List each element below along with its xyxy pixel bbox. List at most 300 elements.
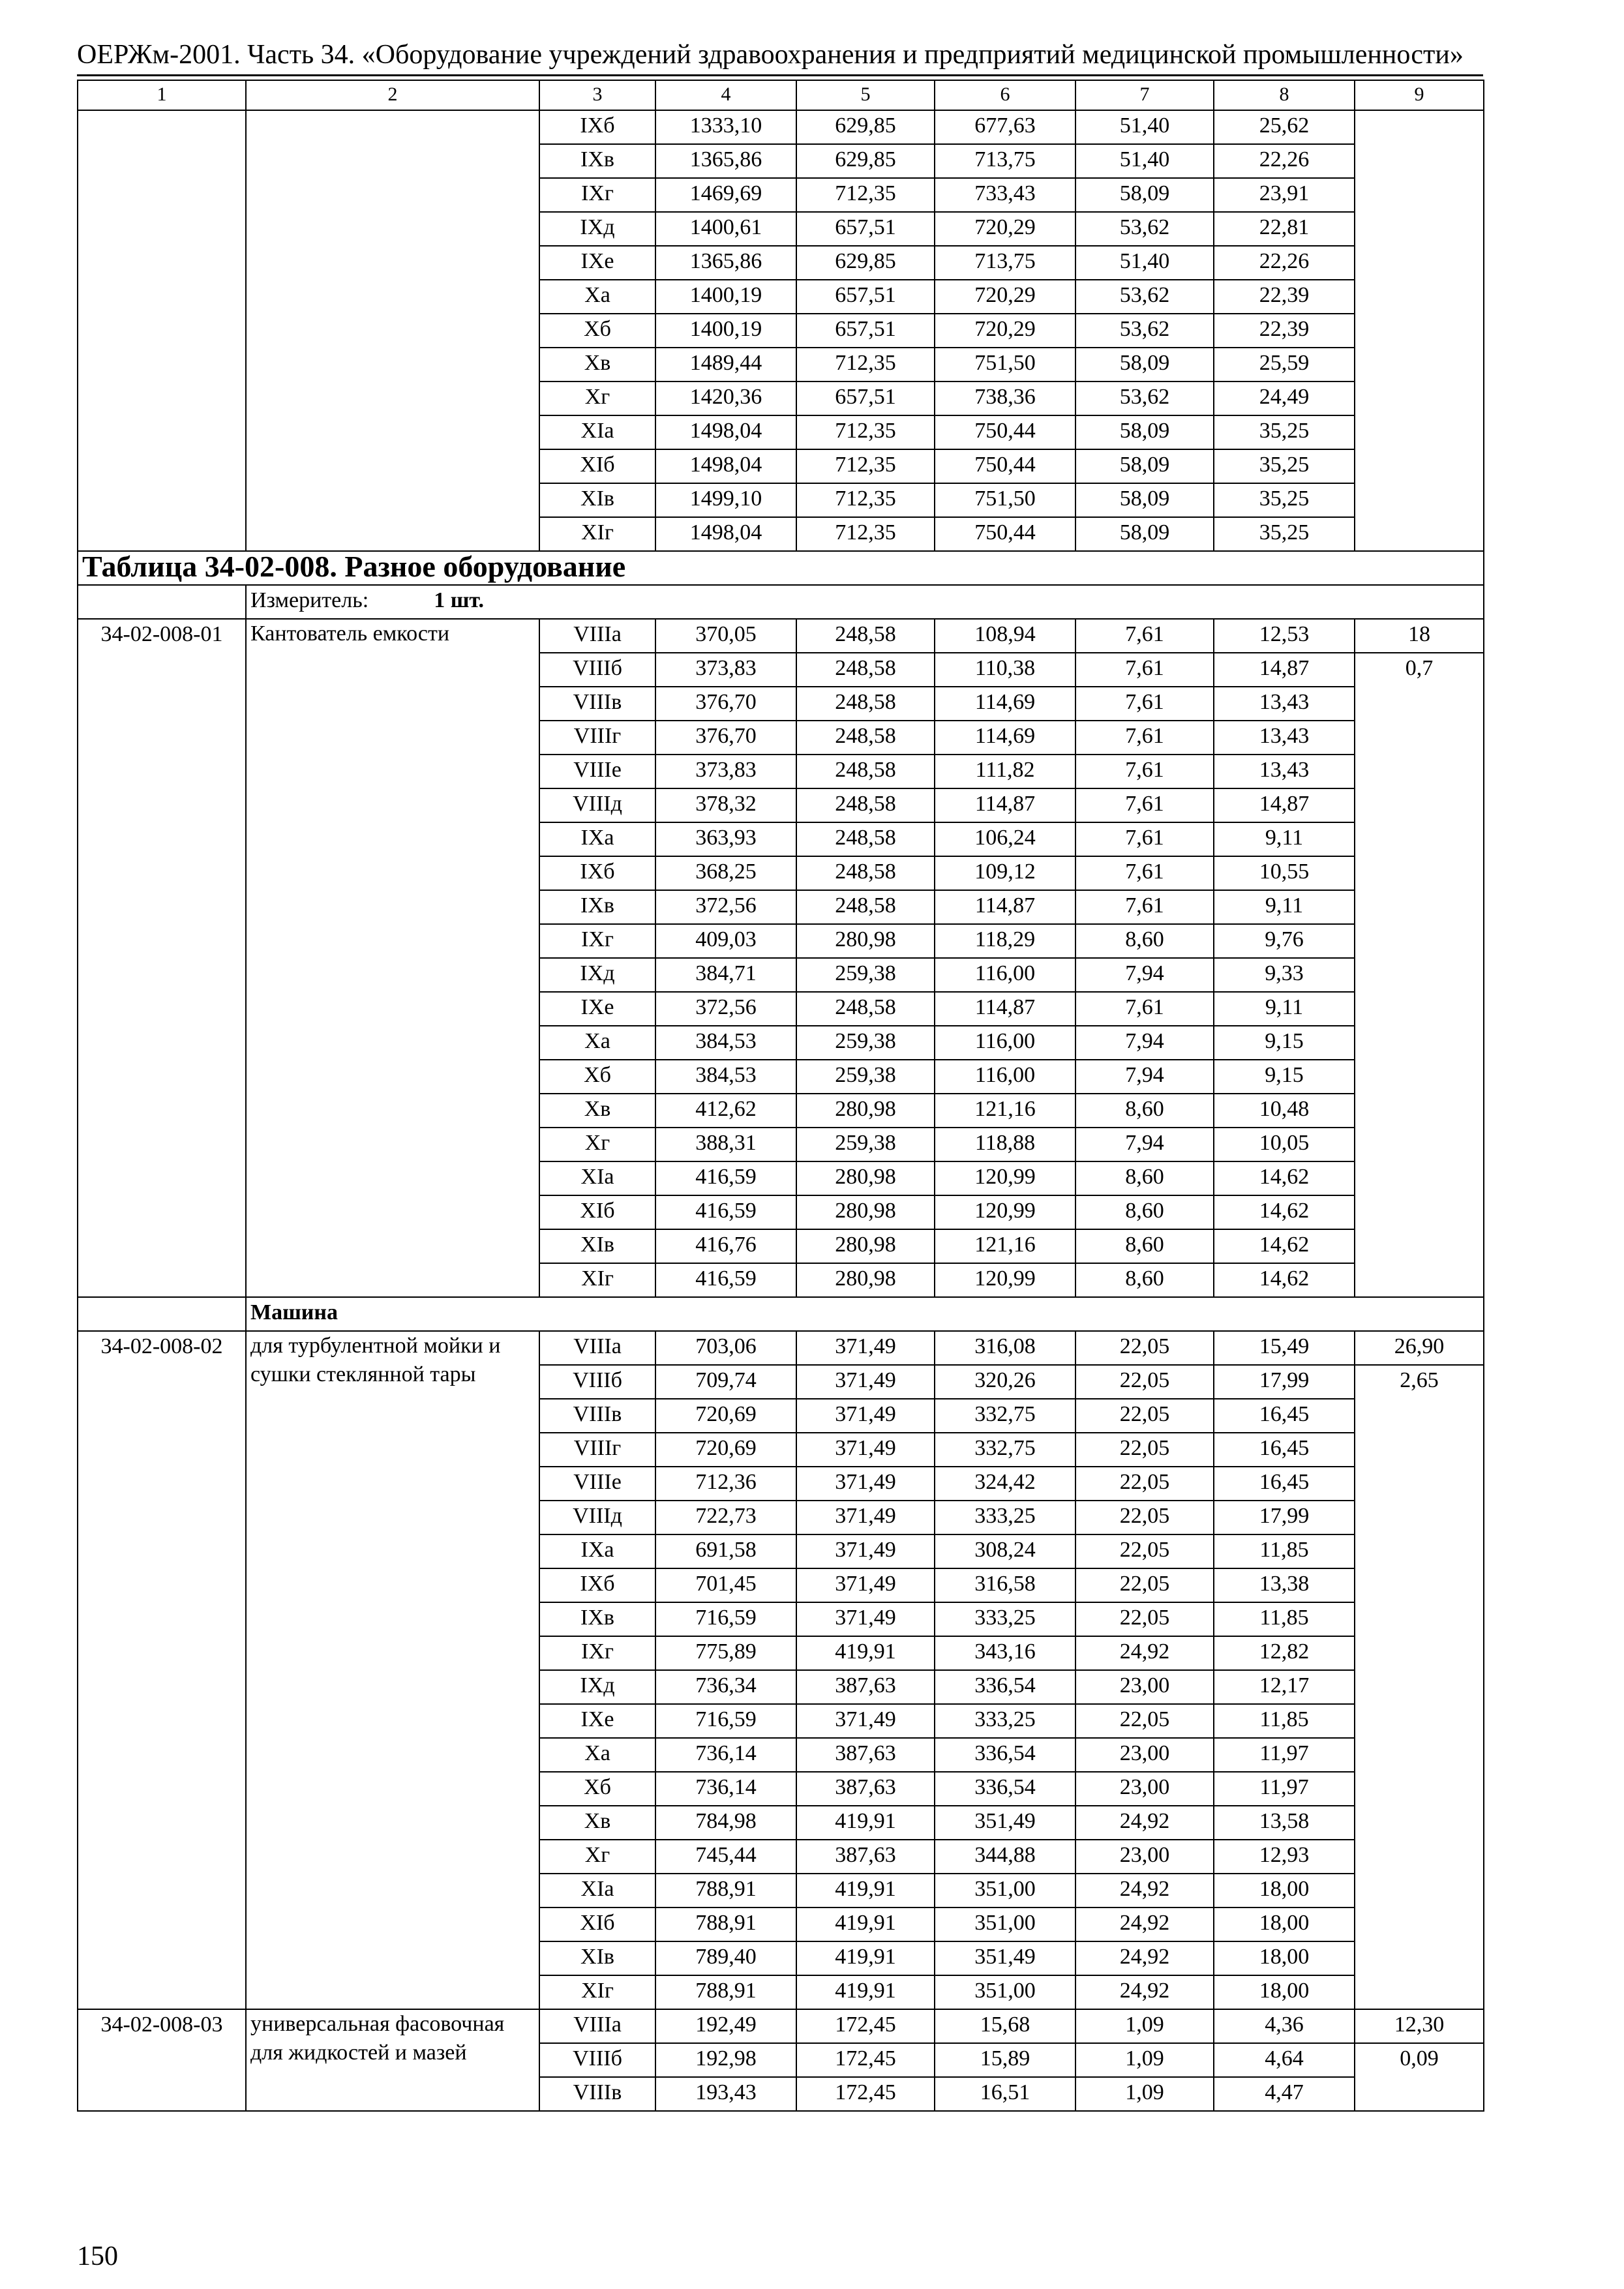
table-cell: 7,61 — [1075, 653, 1214, 687]
table-cell: 7,94 — [1075, 1060, 1214, 1094]
table-cell: 372,56 — [655, 992, 796, 1026]
table-cell: 1333,10 — [655, 110, 796, 144]
table-cell: 16,45 — [1214, 1399, 1355, 1433]
code-cell-empty — [78, 110, 246, 551]
table-cell: 371,49 — [796, 1365, 935, 1399]
table-cell: 18,00 — [1214, 1874, 1355, 1908]
table-cell: 11,85 — [1214, 1534, 1355, 1568]
table-cell: VIIIа — [539, 619, 655, 653]
table-cell: 712,35 — [796, 415, 935, 449]
table-cell: 11,97 — [1214, 1772, 1355, 1806]
column-number: 9 — [1355, 80, 1484, 110]
table-cell: 1,09 — [1075, 2009, 1214, 2043]
table-cell: 9,76 — [1214, 924, 1355, 958]
table-cell: 4,64 — [1214, 2043, 1355, 2077]
table-cell: 51,40 — [1075, 246, 1214, 280]
table-cell: 109,12 — [935, 856, 1075, 890]
table-cell: 712,35 — [796, 517, 935, 551]
table-cell: 24,92 — [1075, 1908, 1214, 1941]
rate-name: универсальная фасовочная для жидкостей и мазей — [246, 2009, 539, 2111]
table-cell: VIIIб — [539, 2043, 655, 2077]
table-cell: 116,00 — [935, 1026, 1075, 1060]
table-cell: 58,09 — [1075, 415, 1214, 449]
table-cell: 316,58 — [935, 1568, 1075, 1602]
table-cell: 351,49 — [935, 1941, 1075, 1975]
table-cell: 750,44 — [935, 415, 1075, 449]
table-cell: VIIIб — [539, 1365, 655, 1399]
table-cell: 17,99 — [1214, 1501, 1355, 1534]
table-cell: 259,38 — [796, 1128, 935, 1161]
table-cell: 720,29 — [935, 280, 1075, 314]
table-cell: VIIIе — [539, 1467, 655, 1501]
subheading: Машина — [246, 1297, 1484, 1331]
table-cell: 13,43 — [1214, 755, 1355, 788]
table-cell: 15,89 — [935, 2043, 1075, 2077]
table-cell: 7,61 — [1075, 721, 1214, 755]
table-cell: 324,42 — [935, 1467, 1075, 1501]
table-cell: IXа — [539, 1534, 655, 1568]
table-cell: VIIIе — [539, 755, 655, 788]
table-cell: 371,49 — [796, 1399, 935, 1433]
table-cell: 114,69 — [935, 721, 1075, 755]
col9-value: 18 — [1355, 619, 1484, 653]
table-cell: 259,38 — [796, 1026, 935, 1060]
table-cell: Xа — [539, 1026, 655, 1060]
table-cell: 116,00 — [935, 958, 1075, 992]
table-cell: 120,99 — [935, 1263, 1075, 1297]
table-cell: 363,93 — [655, 822, 796, 856]
table-cell: 720,29 — [935, 314, 1075, 348]
table-cell: 192,98 — [655, 2043, 796, 2077]
meter-cell — [246, 585, 1484, 619]
table-cell: VIIIб — [539, 653, 655, 687]
table-cell: XIв — [539, 483, 655, 517]
page-header: ОЕРЖм-2001. Часть 34. «Оборудование учреждений здравоохранения и предприятий медицинской промышленности» — [77, 40, 1464, 70]
table-cell: 788,91 — [655, 1908, 796, 1941]
table-cell: 351,00 — [935, 1908, 1075, 1941]
table-cell: IXе — [539, 992, 655, 1026]
table-cell: 16,45 — [1214, 1467, 1355, 1501]
table-cell: IXе — [539, 1704, 655, 1738]
table-cell: 14,62 — [1214, 1229, 1355, 1263]
table-cell: 333,25 — [935, 1704, 1075, 1738]
table-cell: 720,69 — [655, 1433, 796, 1467]
col9-value: 0,09 — [1355, 2043, 1484, 2111]
table-cell: 1400,19 — [655, 314, 796, 348]
table-cell: 114,69 — [935, 687, 1075, 721]
table-cell: 416,59 — [655, 1263, 796, 1297]
column-numbers-row — [78, 80, 1484, 110]
table-cell: 18,00 — [1214, 1908, 1355, 1941]
table-cell: 7,61 — [1075, 890, 1214, 924]
table-cell: 259,38 — [796, 958, 935, 992]
table-cell: 280,98 — [796, 1094, 935, 1128]
table-cell: 7,94 — [1075, 1128, 1214, 1161]
table-title-row — [78, 551, 1484, 585]
table-cell: IXв — [539, 890, 655, 924]
table-cell: 23,91 — [1214, 178, 1355, 212]
col9-value: 26,90 — [1355, 1331, 1484, 1365]
table-cell: IXг — [539, 924, 655, 958]
table-cell: 13,43 — [1214, 687, 1355, 721]
table-cell: 1498,04 — [655, 449, 796, 483]
meter-empty — [78, 585, 246, 619]
table-cell: 712,36 — [655, 1467, 796, 1501]
table-cell: 736,14 — [655, 1738, 796, 1772]
table-cell: VIIIд — [539, 1501, 655, 1534]
table-cell: 788,91 — [655, 1874, 796, 1908]
table-cell: 110,38 — [935, 653, 1075, 687]
table-cell: 336,54 — [935, 1772, 1075, 1806]
table-cell: 316,08 — [935, 1331, 1075, 1365]
table-cell: 7,94 — [1075, 1026, 1214, 1060]
table-cell: 657,51 — [796, 212, 935, 246]
meter-label: Измеритель: — [250, 588, 369, 612]
table-cell: 22,05 — [1075, 1365, 1214, 1399]
table-cell: 280,98 — [796, 1263, 935, 1297]
table-cell: 8,60 — [1075, 1229, 1214, 1263]
table-cell: 713,75 — [935, 144, 1075, 178]
table-cell: 16,45 — [1214, 1433, 1355, 1467]
table-cell: IXб — [539, 1568, 655, 1602]
table-cell: 114,87 — [935, 992, 1075, 1026]
table-cell: 1365,86 — [655, 144, 796, 178]
table-cell: 172,45 — [796, 2009, 935, 2043]
table-cell: 419,91 — [796, 1874, 935, 1908]
table-row — [78, 110, 1484, 144]
table-cell: 373,83 — [655, 653, 796, 687]
table-cell: 22,05 — [1075, 1467, 1214, 1501]
table-cell: 387,63 — [796, 1840, 935, 1874]
table-row — [78, 1331, 1484, 1365]
table-cell: 332,75 — [935, 1399, 1075, 1433]
table-cell: 1489,44 — [655, 348, 796, 382]
table-cell: 118,88 — [935, 1128, 1075, 1161]
table-cell: 10,55 — [1214, 856, 1355, 890]
table-cell: XIа — [539, 1874, 655, 1908]
table-cell: 657,51 — [796, 280, 935, 314]
table-cell: 108,94 — [935, 619, 1075, 653]
table-cell: 9,15 — [1214, 1060, 1355, 1094]
table-cell: 789,40 — [655, 1941, 796, 1975]
table-cell: 368,25 — [655, 856, 796, 890]
rate-code: 34-02-008-02 — [78, 1331, 246, 2009]
table-cell: 7,61 — [1075, 755, 1214, 788]
table-cell: 53,62 — [1075, 280, 1214, 314]
table-cell: 351,00 — [935, 1874, 1075, 1908]
table-cell: 12,93 — [1214, 1840, 1355, 1874]
table-cell: 248,58 — [796, 653, 935, 687]
table-cell: 371,49 — [796, 1568, 935, 1602]
table-cell: 657,51 — [796, 314, 935, 348]
table-cell: 750,44 — [935, 449, 1075, 483]
table-cell: 58,09 — [1075, 449, 1214, 483]
table-cell: 35,25 — [1214, 415, 1355, 449]
table-cell: 114,87 — [935, 788, 1075, 822]
table-cell: 18,00 — [1214, 1975, 1355, 2009]
column-number: 3 — [539, 80, 655, 110]
table-cell: 784,98 — [655, 1806, 796, 1840]
table-cell: 8,60 — [1075, 1161, 1214, 1195]
table-cell: 10,05 — [1214, 1128, 1355, 1161]
table-cell: 750,44 — [935, 517, 1075, 551]
table-cell: Xв — [539, 1094, 655, 1128]
table-cell: 248,58 — [796, 822, 935, 856]
table-cell: 629,85 — [796, 144, 935, 178]
table-cell: 738,36 — [935, 382, 1075, 415]
table-cell: 9,11 — [1214, 992, 1355, 1026]
table-cell: 18,00 — [1214, 1941, 1355, 1975]
table-cell: 1498,04 — [655, 517, 796, 551]
table-cell: 7,61 — [1075, 788, 1214, 822]
table-cell: 15,49 — [1214, 1331, 1355, 1365]
table-cell: 15,68 — [935, 2009, 1075, 2043]
table-cell: 22,26 — [1214, 144, 1355, 178]
table-cell: Xг — [539, 382, 655, 415]
table-cell: 371,49 — [796, 1433, 935, 1467]
table-cell: 712,35 — [796, 178, 935, 212]
table-cell: IXе — [539, 246, 655, 280]
table-cell: 736,34 — [655, 1670, 796, 1704]
table-cell: 332,75 — [935, 1433, 1075, 1467]
table-cell: 248,58 — [796, 890, 935, 924]
table-cell: 22,05 — [1075, 1433, 1214, 1467]
table-cell: 192,49 — [655, 2009, 796, 2043]
column-number: 4 — [655, 80, 796, 110]
column-number: 1 — [78, 80, 246, 110]
table-cell: 7,61 — [1075, 856, 1214, 890]
table-cell: 709,74 — [655, 1365, 796, 1399]
table-cell: VIIIд — [539, 788, 655, 822]
table-cell: XIб — [539, 1908, 655, 1941]
table-cell: 4,47 — [1214, 2077, 1355, 2111]
table-cell: 343,16 — [935, 1636, 1075, 1670]
table-cell: IXв — [539, 144, 655, 178]
table-cell: 58,09 — [1075, 348, 1214, 382]
table-cell: IXб — [539, 110, 655, 144]
table-cell: VIIIв — [539, 687, 655, 721]
table-cell: 22,05 — [1075, 1399, 1214, 1433]
table-cell: 713,75 — [935, 246, 1075, 280]
table-cell: 51,40 — [1075, 110, 1214, 144]
table-cell: Xв — [539, 1806, 655, 1840]
table-cell: Xб — [539, 314, 655, 348]
table-cell: 58,09 — [1075, 483, 1214, 517]
subheading-empty — [78, 1297, 246, 1331]
column-number: 8 — [1214, 80, 1355, 110]
table-cell: 7,61 — [1075, 992, 1214, 1026]
table-cell: 1400,61 — [655, 212, 796, 246]
table-cell: 14,62 — [1214, 1263, 1355, 1297]
table-cell: 9,33 — [1214, 958, 1355, 992]
col9-value: 2,65 — [1355, 1365, 1484, 2009]
table-cell: 712,35 — [796, 483, 935, 517]
table-cell: Xв — [539, 348, 655, 382]
subheading-row — [78, 1297, 1484, 1331]
table-cell: IXг — [539, 1636, 655, 1670]
table-cell: 387,63 — [796, 1772, 935, 1806]
column-number: 5 — [796, 80, 935, 110]
table-cell: IXг — [539, 178, 655, 212]
table-cell: 376,70 — [655, 687, 796, 721]
table-row — [78, 619, 1484, 653]
table-cell: 120,99 — [935, 1161, 1075, 1195]
table-cell: 121,16 — [935, 1229, 1075, 1263]
table-cell: 22,05 — [1075, 1331, 1214, 1365]
table-cell: 193,43 — [655, 2077, 796, 2111]
rate-code: 34-02-008-03 — [78, 2009, 246, 2111]
table-cell: XIг — [539, 1263, 655, 1297]
table-cell: 629,85 — [796, 246, 935, 280]
table-cell: Xа — [539, 280, 655, 314]
table-cell: 24,92 — [1075, 1636, 1214, 1670]
table-cell: IXд — [539, 212, 655, 246]
table-cell: 14,87 — [1214, 788, 1355, 822]
table-cell: 13,38 — [1214, 1568, 1355, 1602]
table-cell: IXд — [539, 1670, 655, 1704]
table-cell: 416,59 — [655, 1161, 796, 1195]
table-cell: 701,45 — [655, 1568, 796, 1602]
table-cell: 23,00 — [1075, 1772, 1214, 1806]
table-cell: 775,89 — [655, 1636, 796, 1670]
table-cell: 14,87 — [1214, 653, 1355, 687]
table-cell: XIб — [539, 1195, 655, 1229]
table-cell: 114,87 — [935, 890, 1075, 924]
table-cell: 248,58 — [796, 856, 935, 890]
table-cell: 370,05 — [655, 619, 796, 653]
table-cell: VIIIг — [539, 721, 655, 755]
table-cell: 722,73 — [655, 1501, 796, 1534]
table-cell: XIв — [539, 1229, 655, 1263]
rates-table — [77, 80, 1484, 2112]
table-cell: 118,29 — [935, 924, 1075, 958]
rate-name: для турбулентной мойки и сушки стеклянной тары — [246, 1331, 539, 2009]
table-cell: 25,62 — [1214, 110, 1355, 144]
table-cell: 371,49 — [796, 1602, 935, 1636]
table-cell: 419,91 — [796, 1806, 935, 1840]
table-cell: 788,91 — [655, 1975, 796, 2009]
table-cell: 378,32 — [655, 788, 796, 822]
table-cell: IXд — [539, 958, 655, 992]
table-cell: 17,99 — [1214, 1365, 1355, 1399]
table-cell: 745,44 — [655, 1840, 796, 1874]
table-cell: 691,58 — [655, 1534, 796, 1568]
table-cell: 1365,86 — [655, 246, 796, 280]
table-cell: 53,62 — [1075, 314, 1214, 348]
column-number: 7 — [1075, 80, 1214, 110]
table-cell: 720,69 — [655, 1399, 796, 1433]
meter-value: 1 шт. — [434, 588, 485, 612]
col9-value: 0,7 — [1355, 653, 1484, 1297]
table-cell: 716,59 — [655, 1602, 796, 1636]
table-cell: 121,16 — [935, 1094, 1075, 1128]
table-cell: IXв — [539, 1602, 655, 1636]
table-cell: 23,00 — [1075, 1670, 1214, 1704]
table-cell: 351,49 — [935, 1806, 1075, 1840]
table-cell: 24,92 — [1075, 1806, 1214, 1840]
table-cell: Xа — [539, 1738, 655, 1772]
column-number: 2 — [246, 80, 539, 110]
table-cell: 53,62 — [1075, 382, 1214, 415]
table-cell: XIб — [539, 449, 655, 483]
table-cell: 7,61 — [1075, 822, 1214, 856]
rate-code: 34-02-008-01 — [78, 619, 246, 1297]
table-cell: 384,53 — [655, 1060, 796, 1094]
table-cell: 53,62 — [1075, 212, 1214, 246]
table-cell: 22,05 — [1075, 1568, 1214, 1602]
table-cell: 4,36 — [1214, 2009, 1355, 2043]
table-cell: 336,54 — [935, 1670, 1075, 1704]
table-cell: 16,51 — [935, 2077, 1075, 2111]
table-cell: 22,05 — [1075, 1534, 1214, 1568]
table-cell: 7,94 — [1075, 958, 1214, 992]
table-cell: IXа — [539, 822, 655, 856]
table-cell: 35,25 — [1214, 517, 1355, 551]
table-cell: 35,25 — [1214, 449, 1355, 483]
table-cell: 712,35 — [796, 348, 935, 382]
table-cell: IXб — [539, 856, 655, 890]
table-cell: XIг — [539, 1975, 655, 2009]
table-cell: 248,58 — [796, 687, 935, 721]
table-cell: 13,58 — [1214, 1806, 1355, 1840]
table-cell: 733,43 — [935, 178, 1075, 212]
table-row — [78, 2009, 1484, 2043]
table-cell: 22,39 — [1214, 280, 1355, 314]
table-cell: 320,26 — [935, 1365, 1075, 1399]
table-cell: 419,91 — [796, 1941, 935, 1975]
table-cell: 280,98 — [796, 1195, 935, 1229]
table-cell: 248,58 — [796, 619, 935, 653]
table-cell: 1420,36 — [655, 382, 796, 415]
table-cell: 376,70 — [655, 721, 796, 755]
table-cell: 106,24 — [935, 822, 1075, 856]
table-cell: 388,31 — [655, 1128, 796, 1161]
table-cell: 387,63 — [796, 1738, 935, 1772]
table-cell: 1400,19 — [655, 280, 796, 314]
table-cell: 22,26 — [1214, 246, 1355, 280]
table-cell: 371,49 — [796, 1501, 935, 1534]
table-cell: 7,61 — [1075, 619, 1214, 653]
rate-name: Кантователь емкости — [246, 619, 539, 1297]
table-cell: 8,60 — [1075, 1263, 1214, 1297]
table-cell: 720,29 — [935, 212, 1075, 246]
meter-row — [78, 585, 1484, 619]
table-cell: 248,58 — [796, 721, 935, 755]
table-cell: 371,49 — [796, 1467, 935, 1501]
table-cell: 677,63 — [935, 110, 1075, 144]
table-cell: 9,11 — [1214, 822, 1355, 856]
table-cell: 629,85 — [796, 110, 935, 144]
table-cell: 116,00 — [935, 1060, 1075, 1094]
table-cell: VIIIв — [539, 1399, 655, 1433]
table-cell: 120,99 — [935, 1195, 1075, 1229]
table-cell: 1,09 — [1075, 2043, 1214, 2077]
table-cell: XIг — [539, 517, 655, 551]
table-cell: 736,14 — [655, 1772, 796, 1806]
table-cell: 8,60 — [1075, 924, 1214, 958]
table-cell: 14,62 — [1214, 1195, 1355, 1229]
table-cell: 384,53 — [655, 1026, 796, 1060]
table-cell: 12,53 — [1214, 619, 1355, 653]
table-cell: 24,49 — [1214, 382, 1355, 415]
table-cell: 58,09 — [1075, 517, 1214, 551]
name-cell-empty — [246, 110, 539, 551]
table-cell: 22,81 — [1214, 212, 1355, 246]
table-cell: 172,45 — [796, 2077, 935, 2111]
table-cell: Xб — [539, 1772, 655, 1806]
table-cell: 712,35 — [796, 449, 935, 483]
table-cell: 371,49 — [796, 1534, 935, 1568]
